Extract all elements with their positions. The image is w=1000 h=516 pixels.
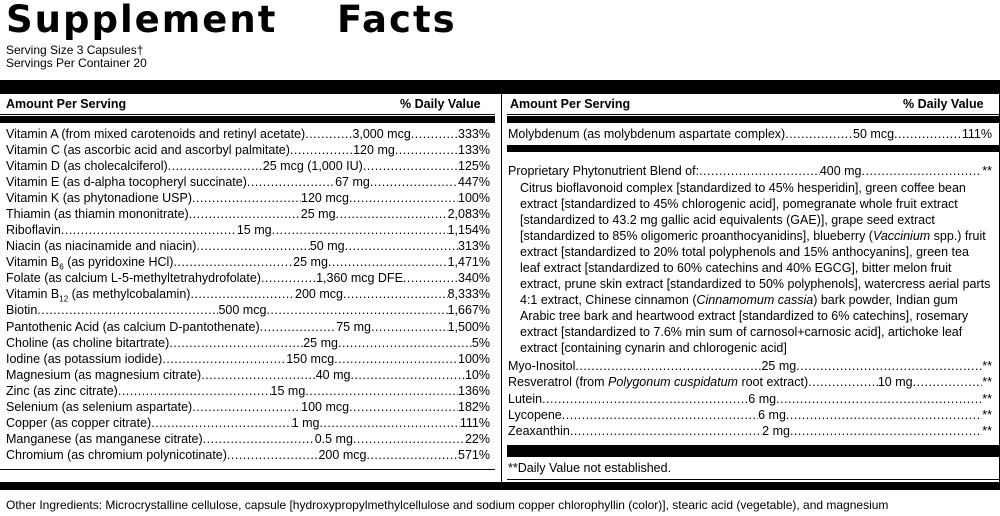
- left-bottom-rule: [0, 469, 495, 470]
- right-footnote-rule: [507, 479, 1000, 480]
- nutrient-row-selenium: Selenium (as selenium aspartate) ..... 100 mcg ..... 182%: [6, 399, 490, 415]
- left-header-rule: [0, 114, 495, 115]
- serving-size: Serving Size 3 Capsules†: [6, 43, 144, 57]
- nutrient-row-vitamin-b6: Vitamin $B_6$ (as pyridoxine HCl) ..... 25 mg ..... 1,471%: [6, 254, 490, 270]
- right-header-amount: Amount Per Serving: [510, 97, 631, 111]
- nutrient-row-molybdenum: Molybdenum (as molybdenum aspartate complex) ..... 50 mcg ..... 111%: [508, 126, 992, 142]
- nutrient-row-lutein: Lutein ..... 6 mg ..... **: [508, 391, 992, 407]
- proprietary-blend-row: Proprietary Phytonutrient Blend of: ..... 400 mg ..... **: [508, 163, 992, 179]
- nutrient-row-vitamin-e: Vitamin E (as d-alpha tocopheryl succinate) ..... 67 mg ..... 447%: [6, 174, 490, 190]
- nutrient-row-vitamin-b12: Vitamin $B_{12}$ (as methylcobalamin) ..... 200 mcg ..... 8,333%: [6, 286, 490, 302]
- top-thick-rule: [0, 80, 1000, 94]
- proprietary-blend-ingredients: Citrus bioflavonoid complex [standardized to 45% hesperidin], green coffee bean extract [standardized to 45% chlorogenic acid], pomegranate whole fruit extract [standardized to 43.2 mg gallic acid equivalents (GAE)], grape seed extract [standardized to 85% oligomeric proanthocyanidins], blueberry (Vaccinium spp.) fruit extract [standardized to 20% total polyphenols and 15% anthocyanins], green tea leaf extract [standardized to 60% catechins and 40% EGCG], bitter melon fruit extract, prune skin extract [standardized to 50% polyphenols], watercress aerial parts 4:1 extract, Chinese cinnamon (Cinnamomum cassia) bark powder, Indian gum Arabic tree bark and heartwood extract [standardized to 6% catechins], rosemary extract [standardized to 7.6% min sum of carnosol+carnosic acid], artichoke leaf extract [containing cynarin and chlorogenic acid]: [520, 181, 991, 356]
- nutrient-row-iodine: Iodine (as potassium iodide) ..... 150 mcg ..... 100%: [6, 351, 490, 367]
- left-header-amount: Amount Per Serving: [6, 97, 127, 111]
- right-header-dv: % Daily Value: [903, 97, 984, 111]
- nutrient-row-myo-inositol: Myo-Inositol ..... 25 mg ..... **: [508, 358, 992, 374]
- nutrient-row-magnesium: Magnesium (as magnesium citrate) ..... 40 mg ..... 10%: [6, 367, 490, 383]
- nutrient-row-lycopene: Lycopene ..... 6 mg ..... **: [508, 407, 992, 423]
- nutrient-row-vitamin-c: Vitamin C (as ascorbic acid and ascorbyl palmitate) ..... 120 mg ..... 133%: [6, 142, 490, 158]
- nutrient-row-manganese: Manganese (as manganese citrate) ..... 0.5 mg ..... 22%: [6, 431, 490, 447]
- panel-title: Supplement Facts: [6, 0, 457, 41]
- right-header-rule: [507, 114, 1000, 115]
- nutrient-row-choline: Choline (as choline bitartrate) ..... 25 mg ..... 5%: [6, 335, 490, 351]
- nutrient-row-vitamin-d: Vitamin D (as cholecalciferol) ..... 25 mcg (1,000 IU) ..... 125%: [6, 158, 490, 174]
- daily-value-footnote: **Daily Value not established.: [508, 461, 672, 475]
- nutrient-row-zinc: Zinc (as zinc citrate) ..... 15 mg ..... 136%: [6, 383, 490, 399]
- right-header-thick-rule: [507, 116, 1000, 123]
- nutrient-row-folate: Folate (as calcium L-5-methyltetrahydrofolate) ..... 1,360 mcg DFE ..... 340%: [6, 270, 490, 286]
- nutrient-row-vitamin-k: Vitamin K (as phytonadione USP) ..... 120 mcg ..... 100%: [6, 190, 490, 206]
- right-separator-rule: [507, 145, 1000, 152]
- nutrient-row-thiamin: Thiamin (as thiamin mononitrate) ..... 25 mg ..... 2,083%: [6, 206, 490, 222]
- nutrient-row-zeaxanthin: Zeaxanthin ..... 2 mg ..... **: [508, 423, 992, 439]
- nutrient-row-copper: Copper (as copper citrate) ..... 1 mg ..... 111%: [6, 415, 490, 431]
- nutrient-row-niacin: Niacin (as niacinamide and niacin) ..... 50 mg ..... 313%: [6, 238, 490, 254]
- nutrient-row-biotin: Biotin ..... 500 mcg ..... 1,667%: [6, 302, 490, 318]
- right-bottom-rule: [507, 445, 1000, 457]
- nutrient-row-resveratrol: Resveratrol (from Polygonum cuspidatum root extract) ..... 10 mg ..... **: [508, 374, 992, 390]
- nutrient-row-vitamin-a: Vitamin A (from mixed carotenoids and retinyl acetate) ..... 3,000 mcg ..... 333%: [6, 126, 490, 142]
- nutrient-row-pantothenic-acid: Pantothenic Acid (as calcium D-pantothenate) ..... 75 mg ..... 1,500%: [6, 319, 490, 335]
- nutrient-row-chromium: Chromium (as chromium polynicotinate) ..... 200 mcg ..... 571%: [6, 447, 490, 463]
- servings-per-container: Servings Per Container 20: [6, 56, 147, 70]
- bottom-thick-rule: [0, 482, 1000, 490]
- column-divider: [501, 94, 502, 482]
- other-ingredients: Other Ingredients: Microcrystalline cellulose, capsule [hydroxypropylmethylcellulose and sodium copper chlorophyllin (color)], stearic acid (vegetable), and magnesium: [6, 498, 889, 512]
- left-header-thick-rule: [0, 116, 495, 123]
- left-header-dv: % Daily Value: [400, 97, 481, 111]
- nutrient-row-riboflavin: Riboflavin ..... 15 mg ..... 1,154%: [6, 222, 490, 238]
